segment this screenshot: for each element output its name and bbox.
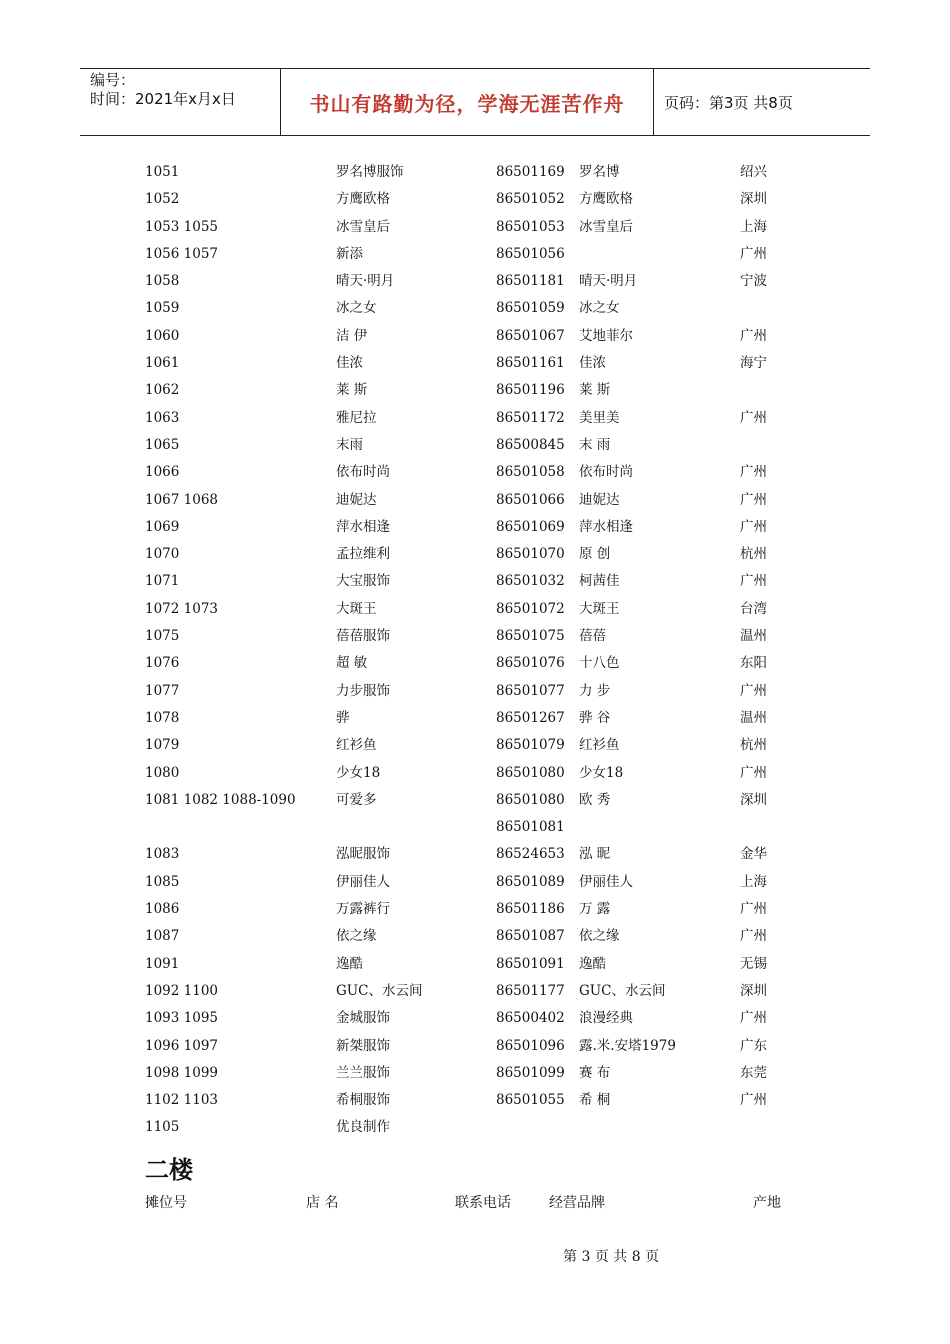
cell-phone-number: 86501267 xyxy=(496,709,565,726)
cell-origin: 深圳 xyxy=(740,791,767,808)
cell-phone-number: 86501066 xyxy=(496,491,565,508)
cell-origin: 温州 xyxy=(740,709,767,726)
cell-stall-number: 1087 xyxy=(145,928,180,945)
cell-phone-number: 86501053 xyxy=(496,218,565,235)
cell-phone-number: 86501055 xyxy=(496,1092,565,1109)
table-row xyxy=(145,241,845,268)
table-row xyxy=(145,732,845,759)
cell-brand: 晴天·明月 xyxy=(579,273,638,290)
cell-stall-number: 1078 xyxy=(145,709,180,726)
cell-shop-name: 力步服饰 xyxy=(336,682,390,699)
table-row xyxy=(145,350,845,377)
cell-phone-number: 86501058 xyxy=(496,464,565,481)
cell-origin: 温州 xyxy=(740,628,767,645)
cell-stall-number: 1093 1095 xyxy=(145,1010,219,1027)
cell-stall-number: 1096 1097 xyxy=(145,1037,219,1054)
cell-phone-number: 86501177 xyxy=(496,982,565,999)
table-row xyxy=(145,1087,845,1114)
cell-brand: 万 露 xyxy=(579,901,611,918)
cell-shop-name: 依布时尚 xyxy=(336,464,390,481)
cell-brand: 依之缘 xyxy=(579,928,620,945)
cell-brand: 萍水相逢 xyxy=(579,518,633,535)
table-row xyxy=(145,432,845,459)
cell-brand: 莱 斯 xyxy=(579,382,611,399)
cell-stall-number: 1060 xyxy=(145,327,180,344)
cell-shop-name: 孟拉维利 xyxy=(336,546,390,563)
cell-phone-number: 86501087 xyxy=(496,928,565,945)
cell-phone-number: 86501059 xyxy=(496,300,565,317)
shop-list-table xyxy=(145,159,845,1142)
cell-stall-number: 1080 xyxy=(145,764,180,781)
table-row xyxy=(145,214,845,241)
cell-stall-number: 1076 xyxy=(145,655,180,672)
header-motto-cell xyxy=(281,69,654,135)
cell-brand: 方鹰欧格 xyxy=(579,191,633,208)
cell-phone-number: 86500845 xyxy=(496,436,565,453)
cell-shop-name: 萍水相逢 xyxy=(336,518,390,535)
cell-phone-number: 86501196 xyxy=(496,382,565,399)
cell-stall-number: 1098 1099 xyxy=(145,1064,219,1081)
cell-stall-number: 1105 xyxy=(145,1119,180,1136)
cell-stall-number: 1102 1103 xyxy=(145,1092,219,1109)
cell-phone-number: 86501070 xyxy=(496,546,565,563)
cell-brand: 泓 昵 xyxy=(579,846,611,863)
cell-brand: 美里美 xyxy=(579,409,620,426)
column-header-brand: 经营品牌 xyxy=(549,1195,605,1211)
column-header-origin: 产地 xyxy=(753,1195,781,1211)
cell-origin: 宁波 xyxy=(740,273,767,290)
table-row xyxy=(145,568,845,595)
cell-brand: 末 雨 xyxy=(579,436,611,453)
cell-origin: 广州 xyxy=(740,518,767,535)
cell-phone-number: 86501056 xyxy=(496,245,565,262)
cell-brand: 浪漫经典 xyxy=(579,1010,633,1027)
cell-stall-number: 1069 xyxy=(145,518,180,535)
cell-phone-number: 86524653 xyxy=(496,846,565,863)
cell-phone-number: 86501169 xyxy=(496,164,565,180)
cell-origin: 广州 xyxy=(740,409,767,426)
cell-origin: 广东 xyxy=(740,1037,767,1054)
cell-stall-number: 1071 xyxy=(145,573,180,590)
cell-brand: 大斑王 xyxy=(579,600,620,617)
cell-phone-number: 86501072 xyxy=(496,600,565,617)
column-header-phone: 联系电话 xyxy=(455,1195,511,1211)
cell-shop-name: 大宝服饰 xyxy=(336,573,390,590)
cell-brand: 原 创 xyxy=(579,546,611,563)
cell-stall-number: 1072 1073 xyxy=(145,600,219,617)
cell-shop-name: 可爱多 xyxy=(336,791,377,808)
cell-shop-name: 超 敏 xyxy=(336,655,368,672)
cell-origin: 广州 xyxy=(740,1010,767,1027)
cell-stall-number: 1056 1057 xyxy=(145,245,219,262)
cell-brand: 力 步 xyxy=(579,682,611,699)
cell-brand: 蓓蓓 xyxy=(579,628,606,645)
cell-shop-name: 少女18 xyxy=(336,764,381,781)
cell-brand: 希 桐 xyxy=(579,1092,611,1109)
cell-brand: 罗名博 xyxy=(579,164,620,180)
cell-shop-name: 冰雪皇后 xyxy=(336,218,390,235)
cell-brand: 露.米.安塔1979 xyxy=(579,1037,676,1054)
cell-brand: 迪妮达 xyxy=(579,491,620,508)
cell-origin: 广州 xyxy=(740,682,767,699)
cell-origin: 广州 xyxy=(740,464,767,481)
cell-brand: 欧 秀 xyxy=(579,791,611,808)
cell-phone-number: 86501079 xyxy=(496,737,565,754)
cell-shop-name: 雅尼拉 xyxy=(336,409,377,426)
section-title: 二楼 xyxy=(145,1156,193,1184)
cell-shop-name: 罗名博服饰 xyxy=(336,164,404,180)
cell-origin: 台湾 xyxy=(740,600,767,617)
cell-stall-number: 1086 xyxy=(145,901,180,918)
table-row xyxy=(145,159,845,186)
cell-shop-name: 洁 伊 xyxy=(336,327,368,344)
header-page-info: 页码：第3页 共8页 xyxy=(664,93,793,112)
cell-phone-number: 86501096 xyxy=(496,1037,565,1054)
cell-phone-number: 86501032 xyxy=(496,573,565,590)
cell-origin: 广州 xyxy=(740,491,767,508)
cell-shop-name: 新桀服饰 xyxy=(336,1037,390,1054)
table-row xyxy=(145,623,845,650)
cell-brand: 依布时尚 xyxy=(579,464,633,481)
cell-stall-number: 1092 1100 xyxy=(145,982,219,999)
cell-stall-number: 1079 xyxy=(145,737,180,754)
cell-phone-number: 86501099 xyxy=(496,1064,565,1081)
cell-phone-number: 86501069 xyxy=(496,518,565,535)
cell-brand: 佳浓 xyxy=(579,355,606,372)
cell-origin: 无锡 xyxy=(740,955,767,972)
cell-origin: 广州 xyxy=(740,928,767,945)
cell-origin: 广州 xyxy=(740,573,767,590)
cell-phone-number: 86501091 xyxy=(496,955,565,972)
cell-stall-number: 1058 xyxy=(145,273,180,290)
footer-page-number: 第 3 页 共 8 页 xyxy=(563,1249,660,1265)
cell-origin: 广州 xyxy=(740,245,767,262)
cell-shop-name: 末雨 xyxy=(336,436,363,453)
cell-brand: GUC、水云间 xyxy=(579,982,666,999)
cell-shop-name: 晴天·明月 xyxy=(336,273,395,290)
cell-brand: 少女18 xyxy=(579,764,624,781)
cell-phone-number: 86501052 xyxy=(496,191,565,208)
cell-stall-number: 1065 xyxy=(145,436,180,453)
cell-phone-number: 86501161 xyxy=(496,355,565,372)
table-row xyxy=(145,514,845,541)
cell-brand: 骅 谷 xyxy=(579,709,611,726)
cell-origin: 广州 xyxy=(740,901,767,918)
table-row xyxy=(145,869,845,896)
cell-brand: 冰雪皇后 xyxy=(579,218,633,235)
cell-shop-name: 佳浓 xyxy=(336,355,363,372)
cell-phone-number: 86501077 xyxy=(496,682,565,699)
cell-phone-number: 86500402 xyxy=(496,1010,565,1027)
cell-phone-number: 86501080 xyxy=(496,791,565,808)
cell-shop-name: 金城服饰 xyxy=(336,1010,390,1027)
page-header xyxy=(80,68,870,136)
cell-origin: 东莞 xyxy=(740,1064,767,1081)
cell-phone-number: 86501186 xyxy=(496,901,565,918)
header-page-info-cell xyxy=(654,69,870,135)
column-header-stall: 摊位号 xyxy=(145,1195,187,1211)
table-row xyxy=(145,596,845,623)
cell-origin: 广州 xyxy=(740,1092,767,1109)
cell-shop-name: 兰兰服饰 xyxy=(336,1064,390,1081)
cell-stall-number: 1085 xyxy=(145,873,180,890)
cell-phone-number: 86501080 xyxy=(496,764,565,781)
cell-shop-name: 方鹰欧格 xyxy=(336,191,390,208)
cell-stall-number: 1063 xyxy=(145,409,180,426)
document-time-label: 时间：2021年x月x日 xyxy=(90,90,236,108)
cell-shop-name: 依之缘 xyxy=(336,928,377,945)
cell-origin: 深圳 xyxy=(740,982,767,999)
cell-stall-number: 1077 xyxy=(145,682,180,699)
cell-origin: 深圳 xyxy=(740,191,767,208)
cell-phone-number: 86501075 xyxy=(496,628,565,645)
cell-brand: 冰之女 xyxy=(579,300,620,317)
table-row xyxy=(145,1005,845,1032)
table-row xyxy=(145,841,845,868)
cell-shop-name: GUC、水云间 xyxy=(336,982,423,999)
cell-shop-name: 优良制作 xyxy=(336,1119,390,1136)
table-row xyxy=(145,896,845,923)
cell-origin: 广州 xyxy=(740,327,767,344)
cell-shop-name: 冰之女 xyxy=(336,300,377,317)
cell-stall-number: 1081 1082 1088-1090 xyxy=(145,791,296,808)
header-meta xyxy=(80,69,281,135)
table-row xyxy=(145,405,845,432)
column-headers xyxy=(145,1192,845,1216)
table-row xyxy=(145,760,845,787)
cell-stall-number: 1067 1068 xyxy=(145,491,219,508)
table-row xyxy=(145,1060,845,1087)
cell-shop-name: 大斑王 xyxy=(336,600,377,617)
cell-shop-name: 逸酷 xyxy=(336,955,363,972)
table-row xyxy=(145,951,845,978)
cell-stall-number: 1083 xyxy=(145,846,180,863)
cell-stall-number: 1062 xyxy=(145,382,180,399)
table-row xyxy=(145,268,845,295)
cell-stall-number: 1070 xyxy=(145,546,180,563)
cell-origin: 绍兴 xyxy=(740,164,767,180)
cell-origin: 杭州 xyxy=(740,737,767,754)
cell-shop-name: 红衫鱼 xyxy=(336,737,377,754)
cell-origin: 金华 xyxy=(740,846,767,863)
table-row xyxy=(145,459,845,486)
table-row xyxy=(145,295,845,322)
cell-origin: 上海 xyxy=(740,873,767,890)
cell-brand: 赛 布 xyxy=(579,1064,611,1081)
table-row xyxy=(145,678,845,705)
table-row xyxy=(145,1033,845,1060)
cell-shop-name: 希桐服饰 xyxy=(336,1092,390,1109)
table-row xyxy=(145,923,845,950)
cell-stall-number: 1091 xyxy=(145,955,180,972)
cell-shop-name: 泓昵服饰 xyxy=(336,846,390,863)
cell-phone-number: 86501067 xyxy=(496,327,565,344)
cell-phone-number: 86501089 xyxy=(496,873,565,890)
table-row xyxy=(145,787,845,814)
cell-origin: 东阳 xyxy=(740,655,767,672)
table-row xyxy=(145,487,845,514)
cell-shop-name: 骅 xyxy=(336,709,350,726)
cell-stall-number: 1061 xyxy=(145,355,180,372)
cell-shop-name: 莱 斯 xyxy=(336,382,368,399)
document-number-label: 编号： xyxy=(90,71,136,89)
cell-brand: 十八色 xyxy=(579,655,620,672)
cell-stall-number: 1075 xyxy=(145,628,180,645)
cell-phone-number: 86501172 xyxy=(496,409,565,426)
cell-origin: 广州 xyxy=(740,764,767,781)
table-row xyxy=(145,814,845,841)
table-row xyxy=(145,541,845,568)
column-header-shop: 店 名 xyxy=(306,1195,339,1211)
cell-phone-number: 86501076 xyxy=(496,655,565,672)
cell-phone-number: 86501181 xyxy=(496,273,565,290)
cell-origin: 上海 xyxy=(740,218,767,235)
cell-stall-number: 1052 xyxy=(145,191,180,208)
cell-stall-number: 1066 xyxy=(145,464,180,481)
cell-phone-number: 86501081 xyxy=(496,819,565,836)
table-row xyxy=(145,323,845,350)
cell-stall-number: 1051 xyxy=(145,164,180,180)
table-row xyxy=(145,377,845,404)
table-row xyxy=(145,186,845,213)
cell-brand: 红衫鱼 xyxy=(579,737,620,754)
header-motto: 书山有路勤为径，学海无涯苦作舟 xyxy=(309,91,625,116)
cell-brand: 艾地菲尔 xyxy=(579,327,633,344)
cell-shop-name: 迪妮达 xyxy=(336,491,377,508)
table-row xyxy=(145,650,845,677)
table-row xyxy=(145,705,845,732)
cell-shop-name: 蓓蓓服饰 xyxy=(336,628,390,645)
cell-shop-name: 新添 xyxy=(336,245,363,262)
cell-stall-number: 1053 1055 xyxy=(145,218,219,235)
cell-origin: 杭州 xyxy=(740,546,767,563)
cell-brand: 伊丽佳人 xyxy=(579,873,633,890)
table-row xyxy=(145,1114,845,1141)
cell-brand: 逸酷 xyxy=(579,955,606,972)
cell-origin: 海宁 xyxy=(740,355,767,372)
table-row xyxy=(145,978,845,1005)
cell-shop-name: 伊丽佳人 xyxy=(336,873,390,890)
cell-shop-name: 万露裤行 xyxy=(336,901,390,918)
cell-brand: 柯茜佳 xyxy=(579,573,620,590)
cell-stall-number: 1059 xyxy=(145,300,180,317)
